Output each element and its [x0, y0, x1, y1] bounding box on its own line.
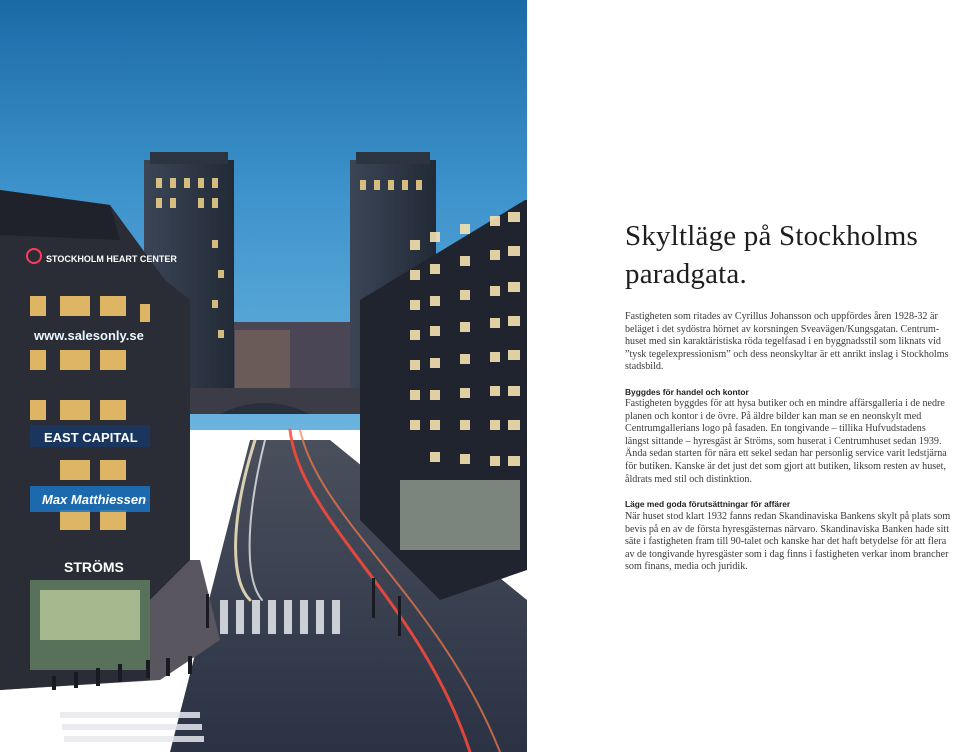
- title-line: paradgata.: [625, 258, 747, 290]
- text-line: Fastigheten byggdes för att hysa butiker och en mindre affärsgalleria i de nedre: [625, 398, 945, 409]
- section-paragraph: [625, 511, 960, 574]
- text-line: säte i fastigheten fram till 90-talet och kanske har det haft betydelse för att flera: [625, 536, 947, 548]
- sign-stroms: STRÖMS: [64, 559, 124, 575]
- text-line: av de tongivande hyresgäster som i dag finns i fastigheten verkar inom brancher: [625, 548, 949, 560]
- text-line: När huset stod klart 1932 fanns redan Skandinaviska Bankens skylt på plats som: [625, 511, 951, 522]
- text-line: Fastigheten som ritades av Cyrillus Johansson och uppfördes åren 1928-32 är: [625, 311, 938, 322]
- intro-paragraph: [625, 311, 960, 374]
- title-line: Skyltläge på Stockholms: [625, 220, 918, 252]
- text-line: planen och kontor i de övre. På äldre bilder kan man se en neonskylt med: [625, 410, 922, 422]
- text-line: beläget i det sydöstra hörnet av korsningen Sveavägen/Kungsgatan. Centrum-: [625, 323, 940, 335]
- text-line: stadsbild.: [625, 361, 664, 373]
- section-heading: Byggdes för handel och kontor: [625, 387, 749, 397]
- text-line: bevis på en av de första hyresgästernas närvaro. Skandinaviska Banken hade sitt: [625, 523, 950, 535]
- section-heading: Läge med goda förutsättningar för affärer: [625, 499, 791, 509]
- sign-salesonly: www.salesonly.se: [34, 328, 144, 343]
- sign-east-capital: EAST CAPITAL: [44, 430, 138, 445]
- section-paragraph: [625, 398, 960, 486]
- text-line: ”tysk tegelexpressionism” och dess neonskyltar är ett anrikt inslag i Stockholms: [625, 348, 949, 360]
- text-line: Ända sedan starten för nära ett sekel sedan har personlig service varit ledstjärna: [625, 448, 947, 460]
- article-page: [625, 0, 960, 752]
- page-title: [625, 217, 960, 293]
- sign-stockholm-heart: STOCKHOLM HEART CENTER: [46, 254, 177, 264]
- text-line: för butiken. Kanske är det just det som gjort att butiken, liksom resten av huset,: [625, 460, 946, 472]
- text-line: längst sittande – hyresgäst är Ströms, som huserat i Centrumhuset sedan 1939.: [625, 435, 942, 447]
- text-line: som finans, media och juridik.: [625, 561, 748, 573]
- text-line: huset med sin karaktäristiska röda tegelfasad i en byggnadsstil som liknats vid: [625, 336, 941, 348]
- text-line: åldrats med stil och distinktion.: [625, 473, 752, 485]
- sign-max-matthiessen: Max Matthiessen: [42, 492, 147, 507]
- text-line: Centrumgallerians logo på fasaden. En tongivande – tillika Hufvudstadens: [625, 423, 926, 435]
